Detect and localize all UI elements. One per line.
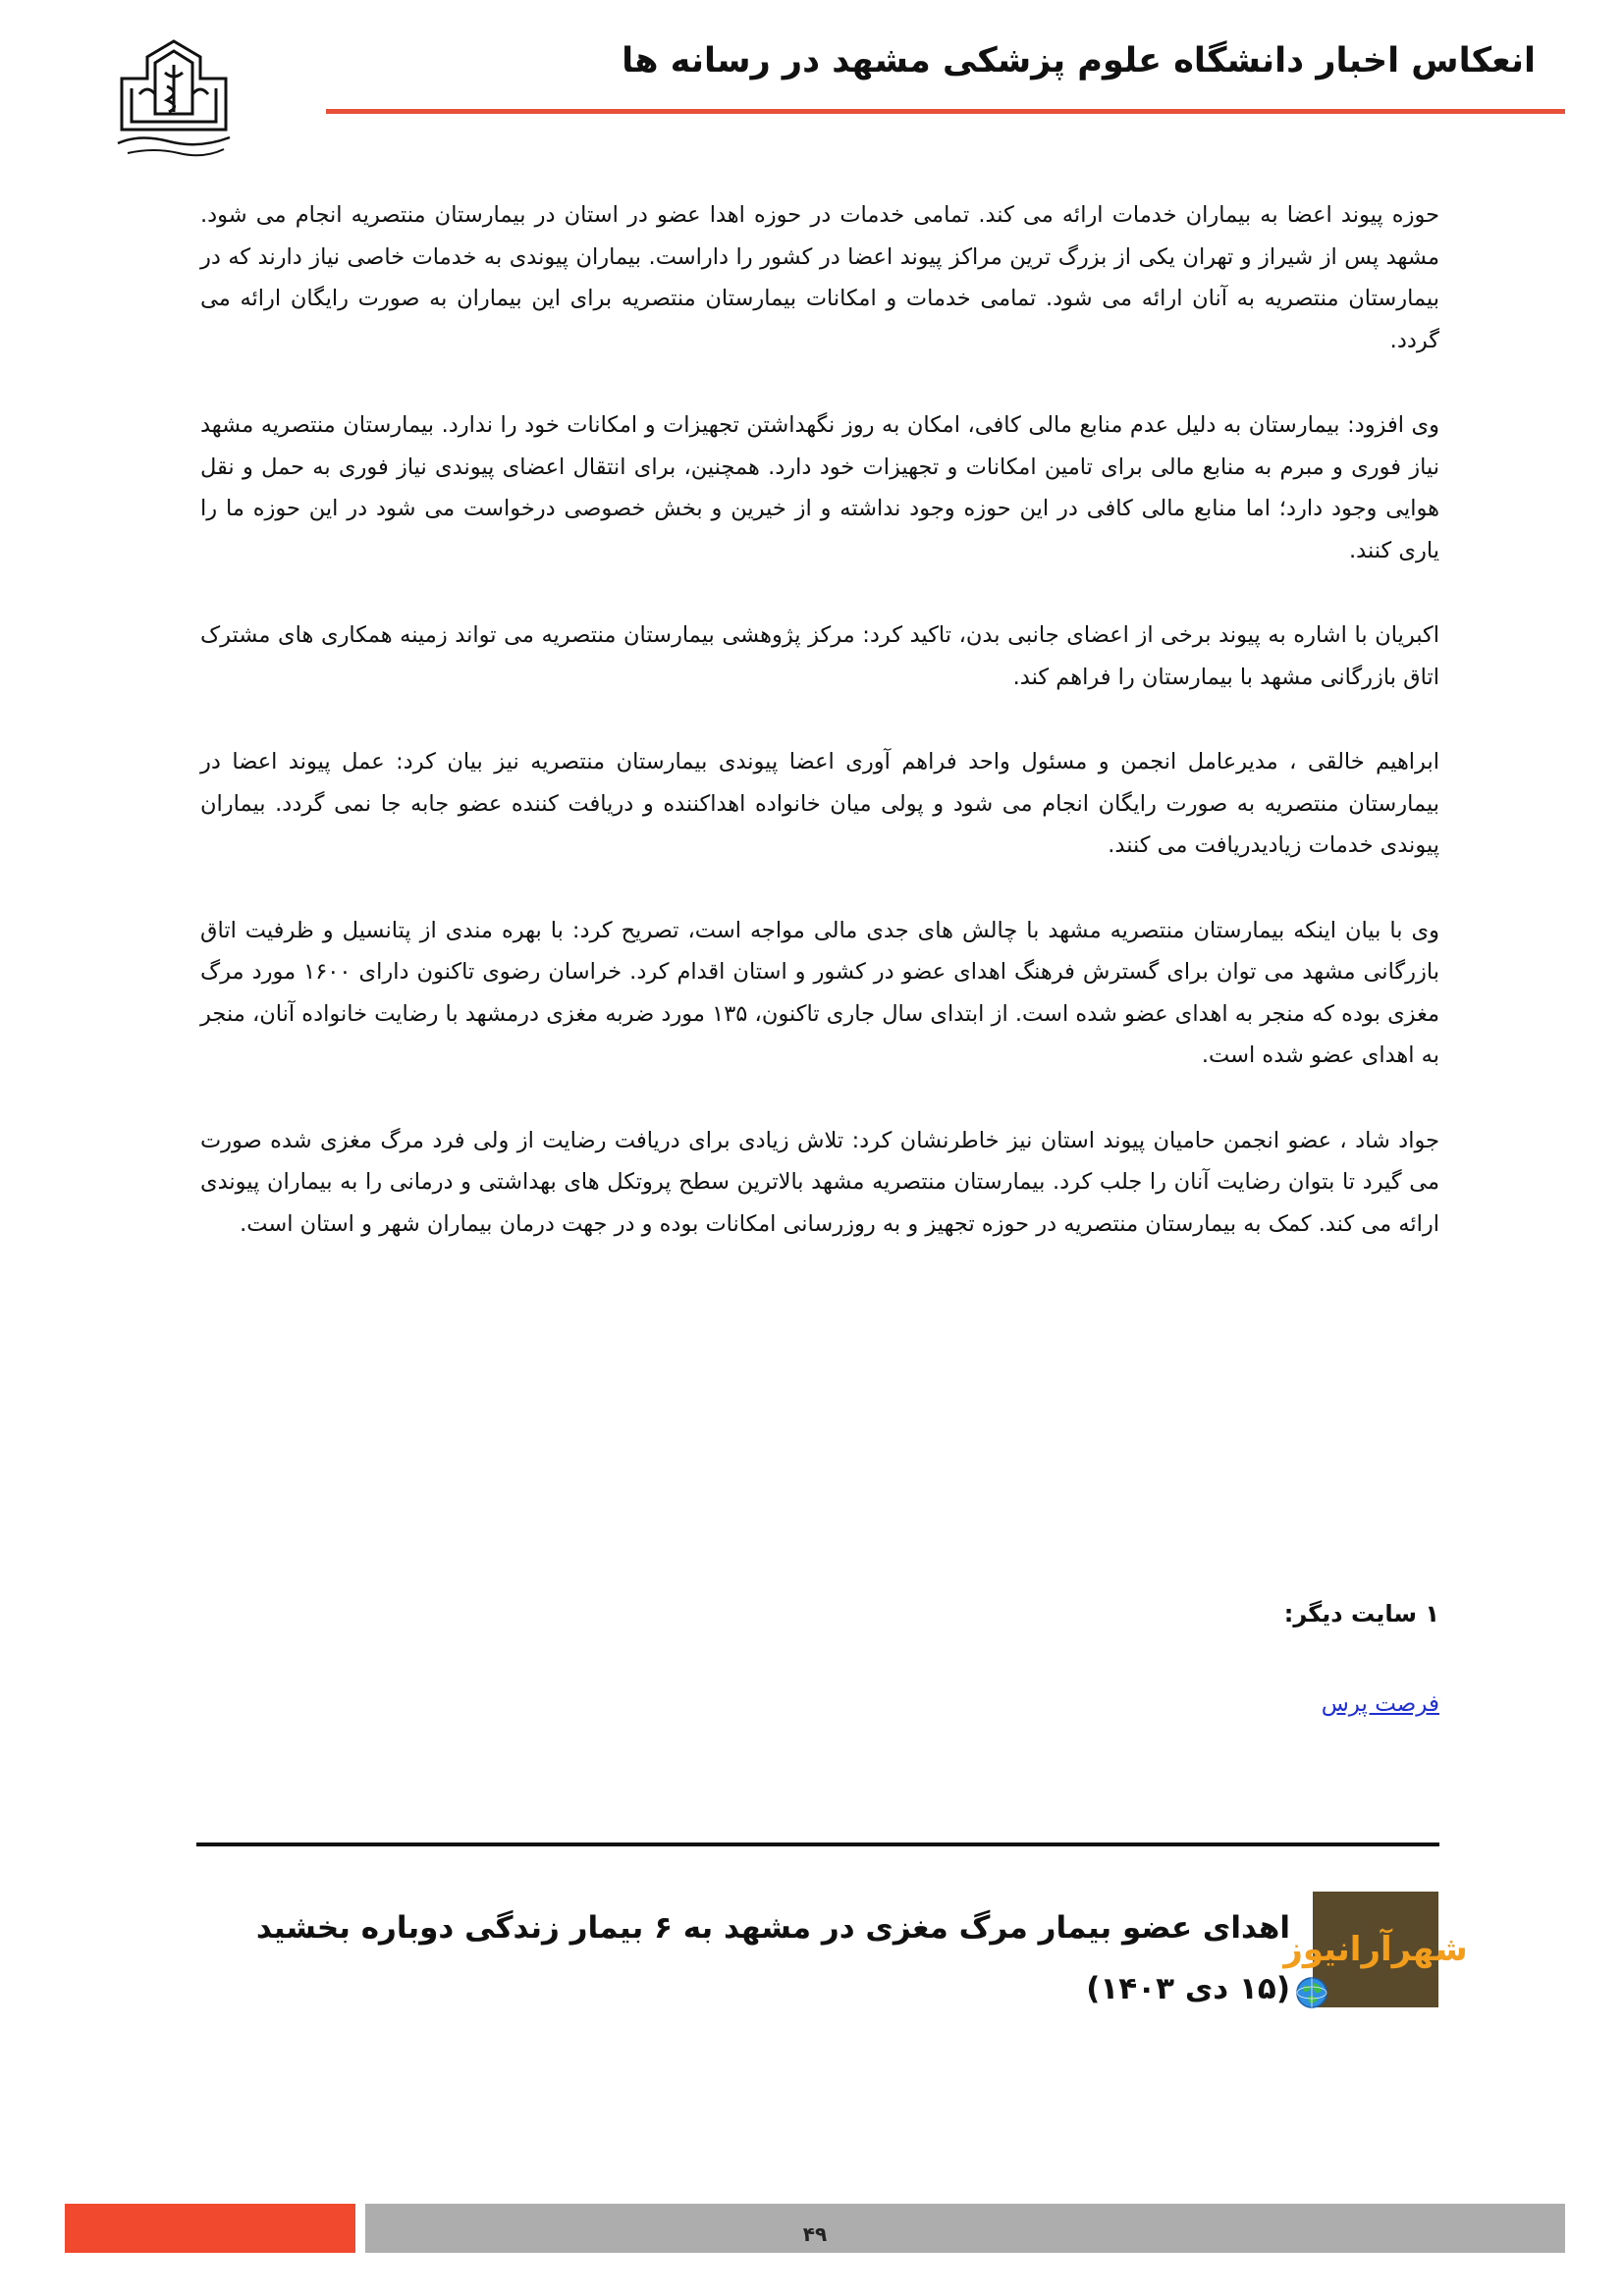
globe-icon[interactable] <box>1294 1975 1329 2010</box>
article-body <box>200 194 1439 1288</box>
header-title: انعکاس اخبار دانشگاه علوم پزشکی مشهد در رسانه ها <box>622 41 1536 80</box>
paragraph: ابراهیم خالقی ، مدیرعامل انجمن و مسئول واحد فراهم آوری اعضا پیوندی بیمارستان منتصریه نیز بیان کرد: عمل پیوند اعضا در بیمارستان منتصریه به صورت رایگان انجام می شود و پولی میان خانواده اهداکننده و دریافت کننده عضو جابه جا نمی گردد. بیماران پیوندی خدمات زیادیدریافت می کنند. <box>200 749 1439 858</box>
footer-red-bar <box>65 2204 355 2253</box>
news-logo-text: شهرآرانیوز <box>1283 1930 1468 1969</box>
source-link-forsatpress[interactable]: فرصت پرس <box>1321 1691 1439 1717</box>
section-divider <box>196 1842 1439 1846</box>
page-number: ۴۹ <box>802 2222 828 2246</box>
footer-gray-bar <box>365 2204 1565 2253</box>
shahraranews-logo <box>1283 1892 1468 2007</box>
news-title[interactable]: اهدای عضو بیمار مرگ مغزی در مشهد به ۶ بیمار زندگی دوباره بخشید (۱۵ دی ۱۴۰۳) <box>255 1910 1290 2006</box>
paragraph: وی با بیان اینکه بیمارستان منتصریه مشهد با چالش های جدی مالی مواجه است، تصریح کرد: با بهره مندی از پتانسیل و ظرفیت اتاق بازرگانی مشهد می توان برای گسترش فرهنگ اهدای عضو در کشور و استان اقدام کرد. خراسان رضوی تاکنون دارای ۱۶۰۰ مورد مرگ مغزی بوده که منجر به اهدای عضو شده است. از ابتدای سال جاری تاکنون، ۱۳۵ مورد ضربه مغزی درمشهد با رضایت خانواده آنان، منجر به اهدای عضو شده است. <box>200 917 1439 1068</box>
other-sites-label: ۱ سایت دیگر: <box>1283 1600 1439 1628</box>
paragraph: جواد شاد ، عضو انجمن حامیان پیوند استان نیز خاطرنشان کرد: تلاش زیادی برای دریافت رضایت از ولی فرد مرگ مغزی شده صورت می گیرد تا بتوان رضایت آنان را جلب کرد. بیمارستان منتصریه مشهد بالاترین سطح پروتکل های بهداشتی و درمانی را به بیماران پیوندی ارائه می کند. کمک به بیمارستان منتصریه در حوزه تجهیز و به روزرسانی امکانات بوده و در جهت درمان بیماران شهر و استان است. <box>200 1127 1439 1237</box>
paragraph: وی افزود: بیمارستان به دلیل عدم منابع مالی کافی، امکان به روز نگهداشتن تجهیزات و امکانات خود را ندارد. بیمارستان منتصریه مشهد نیاز فوری و مبرم به منابع مالی برای تامین امکانات و تجهیزات خود دارد. همچنین، برای انتقال اعضای پیوندی نیاز فوری به حمل و نقل هوایی وجود دارد؛ اما منابع مالی کافی در این حوزه وجود نداشته و از خیرین و بخش خصوصی درخواست می شود در این حوزه ما را یاری کنند. <box>200 412 1439 563</box>
paragraph: اکبریان با اشاره به پیوند برخی از اعضای جانبی بدن، تاکید کرد: مرکز پژوهشی بیمارستان منتصریه می تواند زمینه همکاری های مشترک اتاق بازرگانی مشهد با بیمارستان را فراهم کند. <box>200 622 1439 690</box>
paragraph: حوزه پیوند اعضا به بیماران خدمات ارائه می کند. تمامی خدمات در حوزه اهدا عضو در استان در بیمارستان منتصریه انجام می شود. مشهد پس از شیراز و تهران یکی از بزرگ ترین مراکز پیوند اعضا در کشور را داراست. بیماران پیوندی به خدمات خاصی نیاز دارند که در بیمارستان منتصریه به آنان ارائه می شود. تمامی خدمات و امکانات بیمارستان منتصریه برای این بیماران به صورت رایگان ارائه می گردد. <box>200 202 1439 353</box>
header-divider <box>326 109 1565 114</box>
university-logo <box>110 35 238 165</box>
